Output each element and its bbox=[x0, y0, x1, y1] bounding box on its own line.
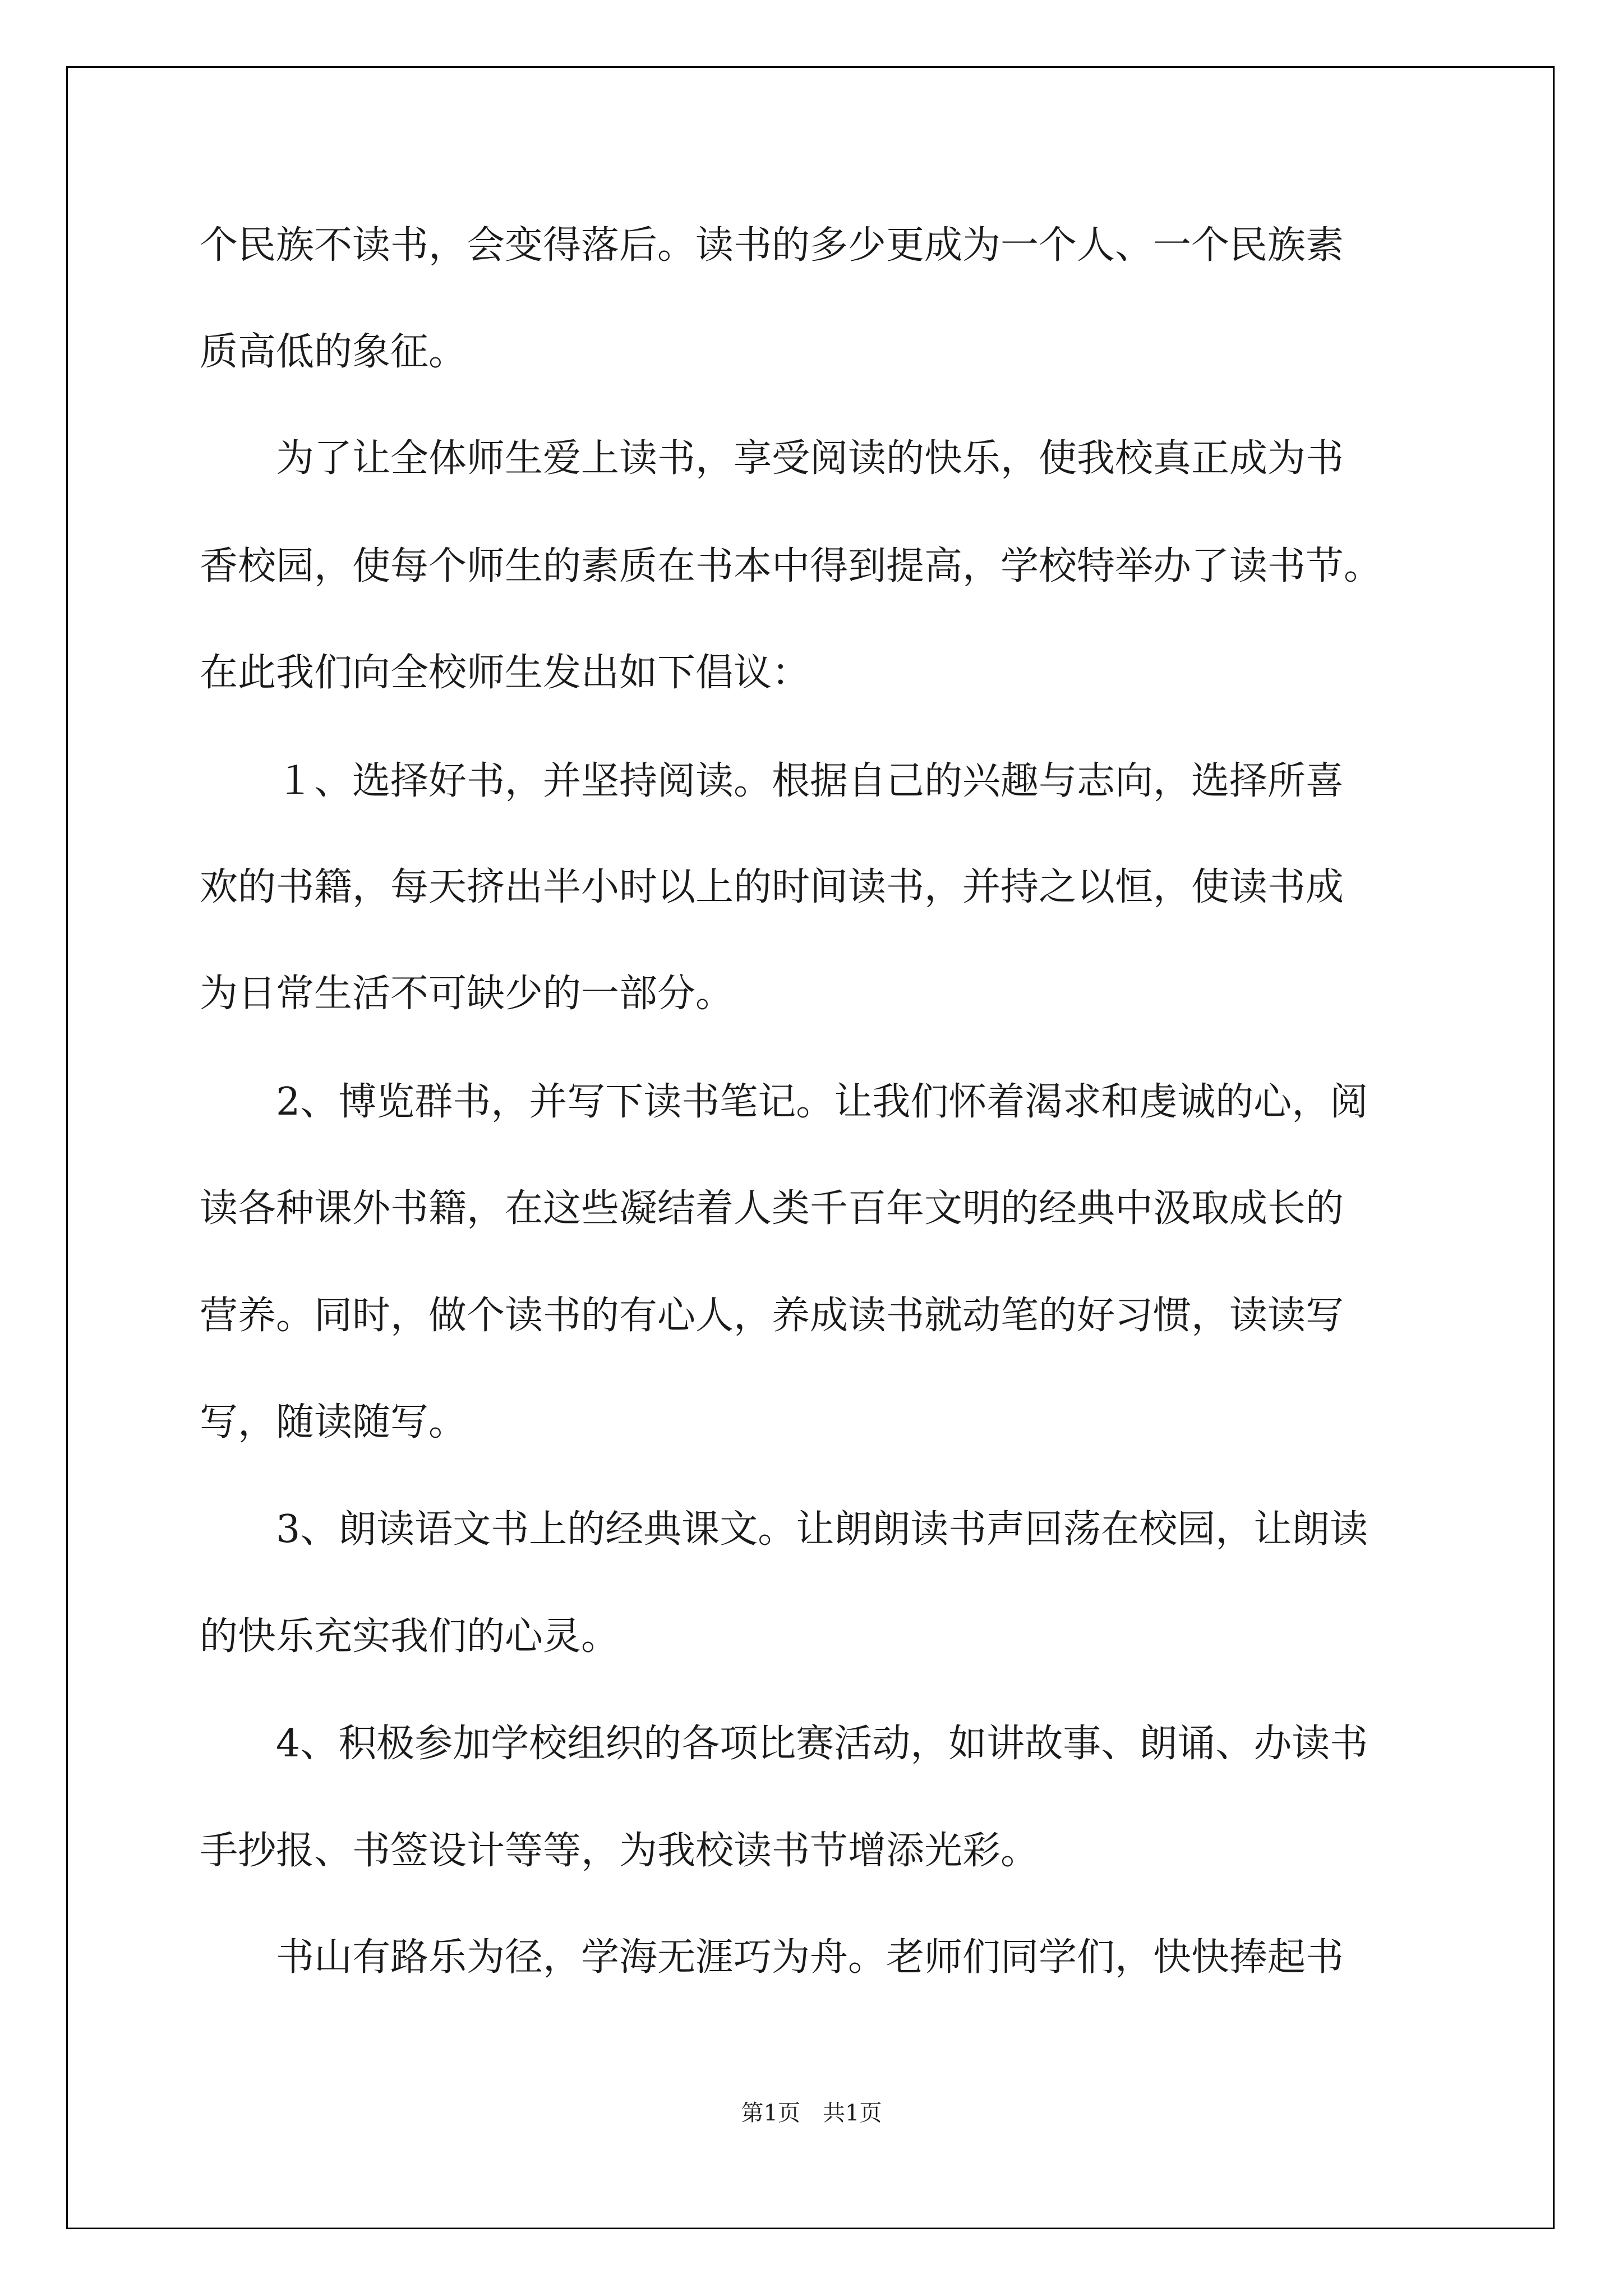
text-line: 质高低的象征。 bbox=[200, 330, 467, 374]
text-line: 为日常生活不可缺少的一部分。 bbox=[200, 972, 734, 1016]
text-line: 营养。同时，做个读书的有心人，养成读书就动笔的好习惯，读读写 bbox=[200, 1294, 1344, 1338]
text-line: 为了让全体师生爱上读书，享受阅读的快乐，使我校真正成为书 bbox=[200, 436, 1344, 481]
text-line: 4、积极参加学校组织的各项比赛活动，如讲故事、朗诵、办读书 bbox=[200, 1722, 1368, 1766]
text-line: 欢的书籍，每天挤出半小时以上的时间读书，并持之以恒，使读书成 bbox=[200, 865, 1344, 909]
page-number: 第1页 共1页 bbox=[741, 2100, 882, 2126]
text-line: 读各种课外书籍，在这些凝结着人类千百年文明的经典中汲取成长的 bbox=[200, 1186, 1344, 1231]
text-line: 在此我们向全校师生发出如下倡议： bbox=[200, 651, 810, 695]
text-line: 个民族不读书，会变得落后。读书的多少更成为一个人、一个民族素 bbox=[200, 223, 1344, 268]
text-line: 3、朗读语文书上的经典课文。让朗朗读书声回荡在校园，让朗读 bbox=[200, 1507, 1368, 1552]
text-line: １、选择好书，并坚持阅读。根据自己的兴趣与志向，选择所喜 bbox=[200, 759, 1344, 803]
text-line: 2、博览群书，并写下读书笔记。让我们怀着渴求和虔诚的心，阅 bbox=[200, 1080, 1368, 1124]
text-line: 的快乐充实我们的心灵。 bbox=[200, 1614, 620, 1659]
text-line: 手抄报、书签设计等等，为我校读书节增添光彩。 bbox=[200, 1829, 1039, 1873]
text-line: 书山有路乐为径，学海无涯巧为舟。老师们同学们，快快捧起书 bbox=[200, 1935, 1344, 1980]
page-border bbox=[66, 66, 1555, 2229]
text-line: 香校园，使每个师生的素质在书本中得到提高，学校特举办了读书节。 bbox=[200, 544, 1382, 588]
text-line: 写，随读随写。 bbox=[200, 1400, 467, 1444]
